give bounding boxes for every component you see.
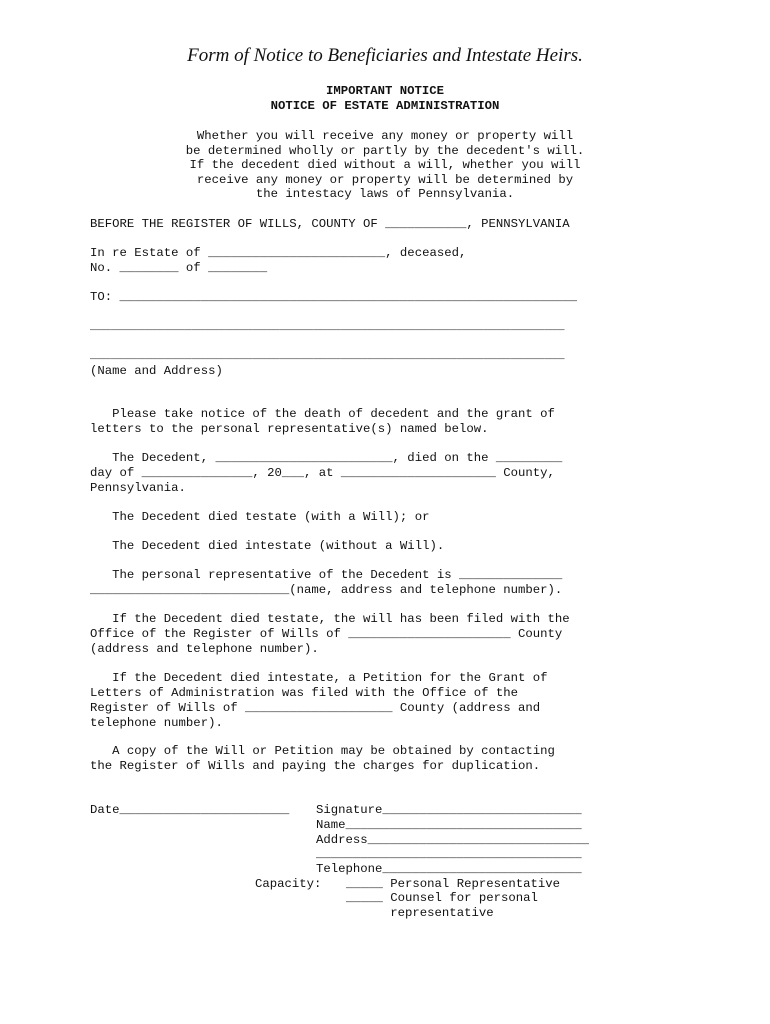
petition-line: If the Decedent died intestate, a Petition for the Grant of	[90, 671, 548, 685]
capacity-option-counsel-cont: representative	[346, 906, 494, 920]
notice-line: Please take notice of the death of decedent and the grant of	[90, 407, 555, 421]
decedent-line: day of _______________, 20___, at _____________________ County,	[90, 466, 555, 480]
intro-line: be determined wholly or partly by the decedent's will.	[185, 143, 585, 158]
capacity-option-counsel: _____ Counsel for personal	[346, 891, 538, 905]
estate-number-line: No. ________ of ________	[90, 261, 268, 275]
will-filed-line: If the Decedent died testate, the will has been filed with the	[90, 612, 570, 626]
form-title: Form of Notice to Beneficiaries and Intestate Heirs.	[187, 45, 583, 66]
estate-line: In re Estate of ________________________, deceased,	[90, 246, 467, 260]
heading-notice-of-estate: NOTICE OF ESTATE ADMINISTRATION	[270, 99, 500, 113]
testate-line: The Decedent died testate (with a Will); or	[90, 510, 430, 524]
name-field: Name________________________________	[316, 818, 582, 832]
notice-line: letters to the personal representative(s) named below.	[90, 422, 489, 436]
will-filed-line: Office of the Register of Wills of ______________________ County	[90, 627, 563, 641]
capacity-label: Capacity:	[255, 877, 322, 891]
date-field: Date_______________________	[90, 803, 290, 817]
before-register-line: BEFORE THE REGISTER OF WILLS, COUNTY OF ___________, PENNSYLVANIA	[90, 217, 570, 231]
intro-line: Whether you will receive any money or property will	[196, 129, 574, 143]
heading-important-notice: IMPORTANT NOTICE	[325, 84, 445, 98]
intro-line: the intestacy laws of Pennsylvania.	[255, 187, 515, 202]
will-filed-line: (address and telephone number).	[90, 642, 319, 656]
petition-line: telephone number).	[90, 716, 223, 730]
signature-field: Signature___________________________	[316, 803, 582, 817]
capacity-option-personal-rep: _____ Personal Representative	[346, 877, 561, 891]
rep-line: ___________________________(name, address and telephone number).	[90, 583, 563, 597]
rep-line: The personal representative of the Decedent is ______________	[90, 568, 563, 582]
intro-line: If the decedent died without a will, whether you will	[189, 158, 581, 173]
telephone-field: Telephone___________________________	[316, 862, 582, 876]
address-blank-field: ____________________________________	[316, 847, 582, 861]
intestate-line: The Decedent died intestate (without a Will).	[90, 539, 445, 553]
petition-line: Register of Wills of ____________________ County (address and	[90, 701, 541, 715]
petition-line: Letters of Administration was filed with the Office of the	[90, 686, 519, 700]
address-field: Address______________________________	[316, 833, 590, 847]
decedent-line: The Decedent, ________________________, died on the _________	[90, 451, 563, 465]
intro-line: receive any money or property will be determined by	[196, 172, 574, 187]
copy-line: the Register of Wills and paying the charges for duplication.	[90, 759, 541, 773]
decedent-line: Pennsylvania.	[90, 481, 186, 495]
to-line: TO: ______________________________________________________________	[90, 290, 578, 304]
copy-line: A copy of the Will or Petition may be obtained by contacting	[90, 744, 555, 758]
name-address-label: (Name and Address)	[90, 364, 223, 378]
address-blank-line: ______________________________________________________________________	[90, 321, 565, 333]
address-blank-line: ______________________________________________________________________	[90, 350, 565, 362]
